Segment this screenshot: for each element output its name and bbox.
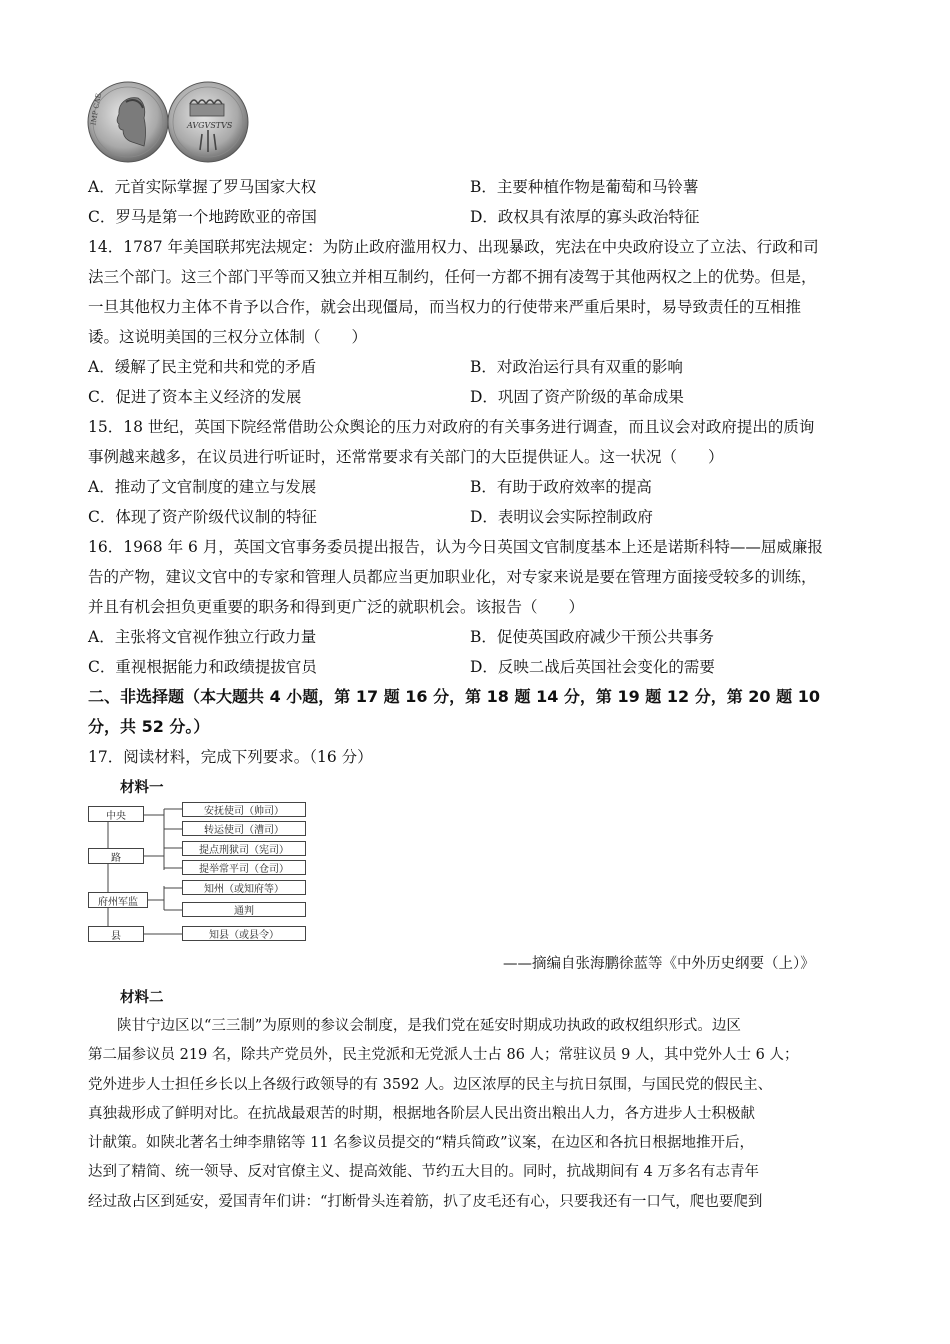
q13-option-b: B．主要种植作物是葡萄和马铃薯 — [470, 178, 699, 196]
q14-line-1: 14．1787 年美国联邦宪法规定：为防止政府滥用权力、出现暴政，宪法在中央政府设立了立法、行政和司 — [88, 238, 819, 256]
diagram-box-tongpan: 通判 — [182, 902, 306, 917]
diagram-box-zhixian: 知县（或县令） — [182, 926, 306, 941]
q15-option-c: C．体现了资产阶级代议制的特征 — [88, 508, 317, 526]
q15-line-1: 15．18 世纪，英国下院经常借助公众舆论的压力对政府的有关事务进行调查，而且议会对政府提出的质询 — [88, 418, 815, 436]
diagram-box-lu: 路 — [88, 848, 144, 864]
diagram-box-zhuanyun: 转运使司（漕司） — [182, 821, 306, 836]
q15-option-b: B．有助于政府效率的提高 — [470, 478, 652, 496]
material2-text — [88, 1012, 868, 1217]
roman-coins-illustration — [86, 80, 250, 164]
song-government-diagram — [86, 800, 310, 948]
q16-option-a: A．主张将文官视作独立行政力量 — [88, 628, 317, 646]
q16-line-2: 告的产物，建议文官中的专家和管理人员都应当更加职业化，对专家来说是要在管理方面接受较多的训练， — [88, 568, 817, 586]
q14-line-4: 诿。这说明美国的三权分立体制（ ） — [88, 328, 368, 346]
q14-line-2: 法三个部门。这三个部门平等而又独立并相互制约，任何一方都不拥有凌驾于其他两权之上的优势。但是， — [88, 268, 817, 286]
q16-option-d: D．反映二战后英国社会变化的需要 — [470, 658, 715, 676]
material2-line-4: 真独裁形成了鲜明对比。在抗战最艰苦的时期，根据地各阶层人民出资出粮出人力，各方进步人士积极献 — [88, 1105, 755, 1122]
q16-option-c: C．重视根据能力和政绩提拔官员 — [88, 658, 317, 676]
q15-option-a: A．推动了文官制度的建立与发展 — [88, 478, 317, 496]
q14-option-a: A．缓解了民主党和共和党的矛盾 — [88, 358, 317, 376]
diagram-box-zhizhou: 知州（或知府等） — [182, 880, 306, 895]
diagram-box-zhongyang: 中央 — [88, 806, 144, 822]
q16-option-b: B．促使英国政府减少干预公共事务 — [470, 628, 714, 646]
q13-option-c: C．罗马是第一个地跨欧亚的帝国 — [88, 208, 317, 226]
q13-option-d: D．政权具有浓厚的寡头政治特征 — [470, 208, 700, 226]
diagram-box-xian: 县 — [88, 926, 144, 942]
coin-front-legend: IMP CAE — [89, 92, 103, 126]
q15-option-d: D．表明议会实际控制政府 — [470, 508, 653, 526]
material2-line-1: 陕甘宁边区以“三三制”为原则的参议会制度，是我们党在延安时期成功执政的政权组织形式。边区 — [117, 1018, 741, 1034]
section2-heading-line-1: 二、非选择题（本大题共 4 小题，第 17 题 16 分，第 18 题 14 分，第 19 题 12 分，第 20 题 10 — [88, 687, 820, 706]
material2-line-6: 达到了精简、统一领导、反对官僚主义、提高效能、节约五大目的。同时，抗战期间有 4 万多名有志青年 — [88, 1164, 759, 1181]
material2-line-5: 计献策。如陕北著名士绅李鼎铭等 11 名参议员提交的“精兵简政”议案，在边区和各抗日根据地推开后， — [88, 1135, 754, 1152]
material2-line-7: 经过敌占区到延安，爱国青年们讲：“打断骨头连着筋，扒了皮毛还有心，只要我还有一口气，爬也要爬到 — [88, 1193, 763, 1210]
q16-line-1: 16．1968 年 6 月，英国文官事务委员提出报告，认为今日英国文官制度基本上还是诺斯科特——屈威廉报 — [88, 538, 823, 556]
coin-image — [86, 80, 250, 164]
coin-back-legend: AVGVSTVS — [187, 121, 233, 130]
q14-option-c: C．促进了资本主义经济的发展 — [88, 388, 302, 406]
material2-label: 材料二 — [120, 990, 164, 1006]
q15-line-2: 事例越来越多，在议员进行听证时，还常常要求有关部门的大臣提供证人。这一状况（ ） — [88, 448, 724, 466]
material1-source: ——摘编自张海鹏徐蓝等《中外历史纲要（上）》 — [503, 956, 815, 972]
q13-option-a: A．元首实际掌握了罗马国家大权 — [88, 178, 317, 196]
q14-line-3: 一旦其他权力主体不肯予以合作，就会出现僵局，而当权力的行使带来严重后果时，易导致责任的互相推 — [88, 298, 802, 316]
diagram-box-anfu: 安抚使司（帅司） — [182, 802, 306, 817]
diagram-box-fuzhou: 府州军监 — [88, 892, 148, 908]
q14-option-d: D．巩固了资产阶级的革命成果 — [470, 388, 684, 406]
material2-line-3: 党外进步人士担任乡长以上各级行政领导的有 3592 人。边区浓厚的民主与抗日氛围，与国民党的假民主、 — [88, 1076, 773, 1093]
q17-stem: 17．阅读材料，完成下列要求。（16 分） — [88, 748, 373, 766]
material1-label: 材料一 — [120, 780, 164, 796]
diagram-box-tidian: 提点刑狱司（宪司） — [182, 841, 306, 856]
diagram-box-tiju: 提举常平司（仓司） — [182, 860, 306, 875]
q14-option-b: B．对政治运行具有双重的影响 — [470, 358, 683, 376]
material2-line-2: 第二届参议员 219 名，除共产党员外，民主党派和无党派人士占 86 人；常驻议员 9 人，其中党外人士 6 人； — [88, 1047, 799, 1064]
section2-heading-line-2: 分，共 52 分。） — [88, 717, 210, 736]
q16-line-3: 并且有机会担负更重要的职务和得到更广泛的就职机会。该报告（ ） — [88, 598, 585, 616]
